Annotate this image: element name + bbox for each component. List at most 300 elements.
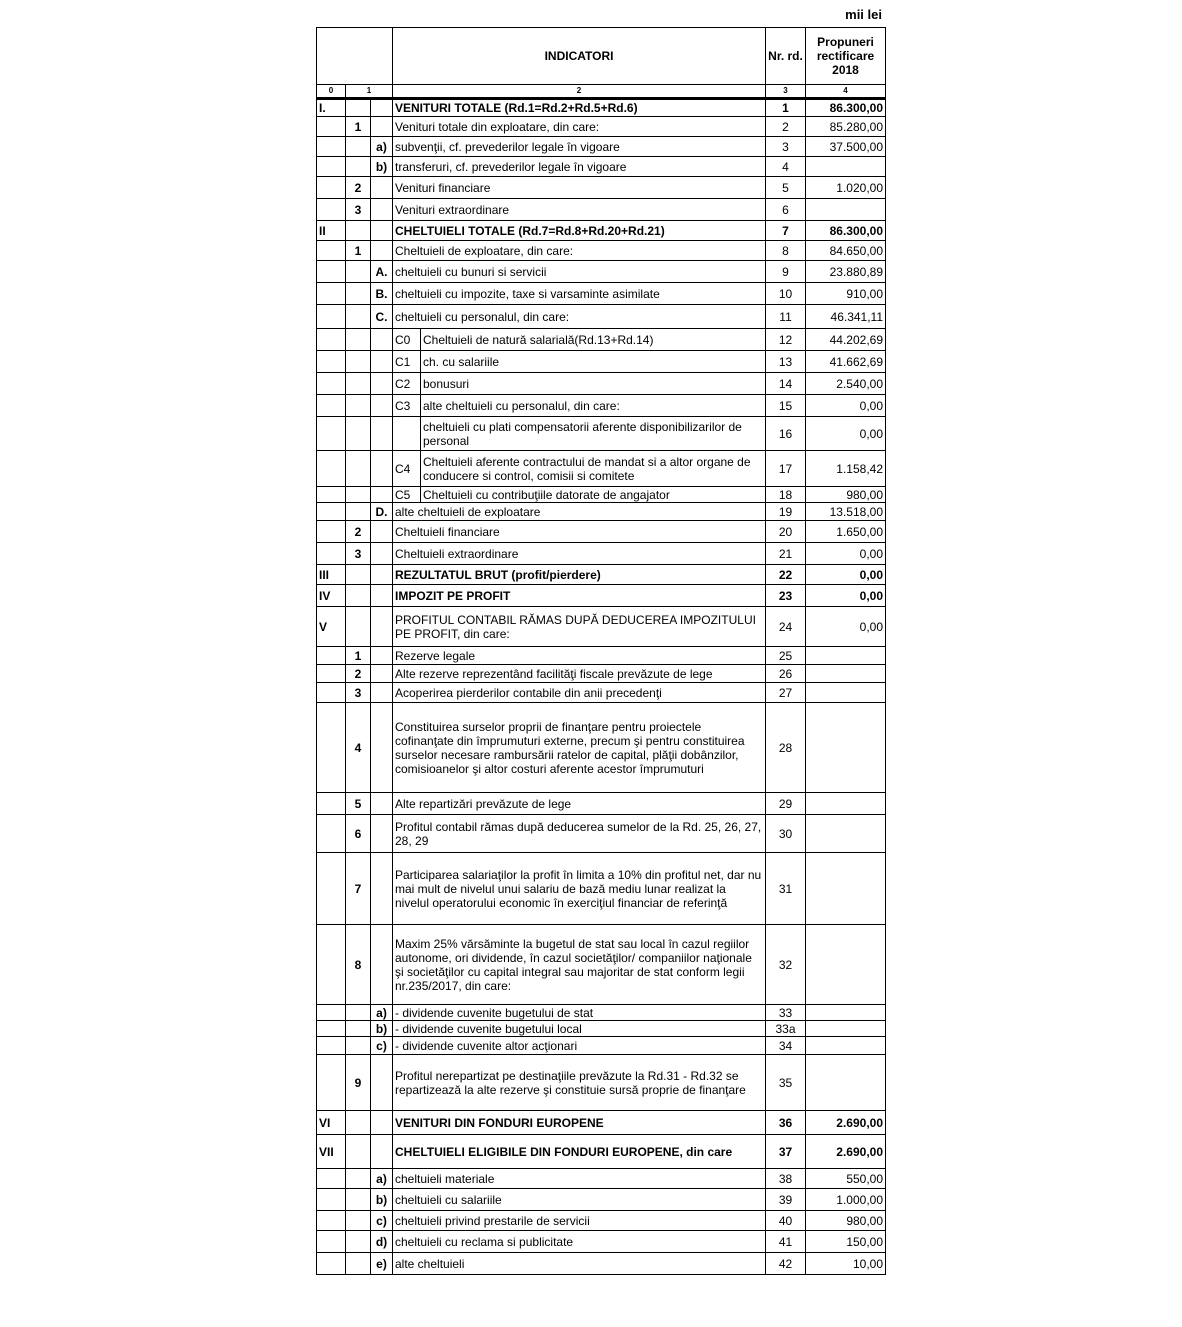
table-row <box>317 521 886 543</box>
roman-numeral-cell <box>317 305 346 329</box>
indicator-text-cell: cheltuieli privind prestarile de servicii <box>393 1211 766 1231</box>
row-number-cell: 20 <box>766 521 806 543</box>
letter-cell: a) <box>371 137 393 157</box>
indicator-text-cell: Maxim 25% vărsăminte la bugetul de stat sau local în cazul regiilor autonome, ori dividende, în cazul societăţilor/ companiilor naţionale şi societăţilor cu capital integral sau majoritar de stat conform legii nr.235/2017, din care: <box>393 925 766 1005</box>
value-cell: 2.690,00 <box>806 1111 886 1135</box>
value-cell: 10,00 <box>806 1253 886 1275</box>
roman-numeral-cell <box>317 417 346 451</box>
row-number-cell: 29 <box>766 793 806 815</box>
roman-numeral-cell <box>317 543 346 565</box>
subcode-cell: C0 <box>393 329 421 351</box>
letter-cell <box>371 221 393 241</box>
indicator-text-cell: cheltuieli cu salariile <box>393 1189 766 1211</box>
letter-cell <box>371 351 393 373</box>
table-row <box>317 1253 886 1275</box>
table-row <box>317 683 886 703</box>
row-number-cell: 36 <box>766 1111 806 1135</box>
roman-numeral-cell <box>317 503 346 521</box>
col-number: 4 <box>806 85 886 99</box>
roman-numeral-cell: IV <box>317 585 346 607</box>
value-cell: 44.202,69 <box>806 329 886 351</box>
indicator-text-cell: CHELTUIELI ELIGIBILE DIN FONDURI EUROPENE, din care <box>393 1135 766 1169</box>
value-cell: 980,00 <box>806 1211 886 1231</box>
value-cell <box>806 1021 886 1037</box>
section-number-cell <box>346 283 371 305</box>
roman-numeral-cell <box>317 137 346 157</box>
col-number: 2 <box>393 85 766 99</box>
row-number-cell: 10 <box>766 283 806 305</box>
table-row <box>317 329 886 351</box>
budget-table <box>316 27 886 1275</box>
indicator-text-cell: REZULTATUL BRUT (profit/pierdere) <box>393 565 766 585</box>
letter-cell <box>371 853 393 925</box>
row-number-cell: 28 <box>766 703 806 793</box>
indicator-text-cell: alte cheltuieli cu personalul, din care: <box>421 395 766 417</box>
row-number-cell: 30 <box>766 815 806 853</box>
row-number-cell: 15 <box>766 395 806 417</box>
section-number-cell <box>346 1037 371 1055</box>
indicator-text-cell: PROFITUL CONTABIL RĂMAS DUPĂ DEDUCEREA IMPOZITULUI PE PROFIT, din care: <box>393 607 766 647</box>
letter-cell <box>371 793 393 815</box>
value-cell: 1.020,00 <box>806 177 886 199</box>
row-number-cell: 34 <box>766 1037 806 1055</box>
section-number-cell <box>346 1253 371 1275</box>
value-cell <box>806 703 886 793</box>
letter-cell <box>371 1135 393 1169</box>
value-cell: 0,00 <box>806 395 886 417</box>
section-number-cell <box>346 503 371 521</box>
section-number-cell: 4 <box>346 703 371 793</box>
letter-cell <box>371 1055 393 1111</box>
section-number-cell <box>346 373 371 395</box>
roman-numeral-cell <box>317 329 346 351</box>
row-number-cell: 31 <box>766 853 806 925</box>
letter-cell: A. <box>371 261 393 283</box>
value-cell: 1.000,00 <box>806 1189 886 1211</box>
section-number-cell: 1 <box>346 647 371 665</box>
table-row <box>317 1135 886 1169</box>
row-number-cell: 6 <box>766 199 806 221</box>
roman-numeral-cell <box>317 793 346 815</box>
value-cell: 980,00 <box>806 487 886 503</box>
indicator-text-cell: bonusuri <box>421 373 766 395</box>
section-number-cell: 7 <box>346 853 371 925</box>
value-cell: 0,00 <box>806 585 886 607</box>
section-number-cell <box>346 1111 371 1135</box>
letter-cell <box>371 607 393 647</box>
section-number-cell: 3 <box>346 199 371 221</box>
roman-numeral-cell <box>317 665 346 683</box>
letter-cell: b) <box>371 1021 393 1037</box>
roman-numeral-cell <box>317 199 346 221</box>
letter-cell <box>371 177 393 199</box>
indicator-text-cell: cheltuieli cu impozite, taxe si varsaminte asimilate <box>393 283 766 305</box>
roman-numeral-cell <box>317 1169 346 1189</box>
col-number: 0 <box>317 85 346 99</box>
roman-numeral-cell <box>317 1037 346 1055</box>
section-number-cell <box>346 351 371 373</box>
letter-cell: B. <box>371 283 393 305</box>
table-row <box>317 137 886 157</box>
indicator-text-cell: ch. cu salariile <box>421 351 766 373</box>
section-number-cell: 5 <box>346 793 371 815</box>
indicator-text-cell: Cheltuieli de natură salarială(Rd.13+Rd.14) <box>421 329 766 351</box>
table-row <box>317 607 886 647</box>
section-number-cell <box>346 305 371 329</box>
table-row <box>317 177 886 199</box>
section-number-cell <box>346 565 371 585</box>
indicator-text-cell: Cheltuieli extraordinare <box>393 543 766 565</box>
value-cell: 0,00 <box>806 543 886 565</box>
row-number-cell: 22 <box>766 565 806 585</box>
indicator-text-cell: cheltuieli cu personalul, din care: <box>393 305 766 329</box>
row-number-cell: 40 <box>766 1211 806 1231</box>
roman-numeral-cell: II <box>317 221 346 241</box>
indicator-text-cell: Rezerve legale <box>393 647 766 665</box>
value-cell <box>806 793 886 815</box>
roman-numeral-cell <box>317 283 346 305</box>
indicator-text-cell: Venituri extraordinare <box>393 199 766 221</box>
indicator-text-cell: Cheltuieli cu contribuţiile datorate de angajator <box>421 487 766 503</box>
row-number-cell: 26 <box>766 665 806 683</box>
indicator-text-cell: - dividende cuvenite bugetului de stat <box>393 1005 766 1021</box>
section-number-cell <box>346 261 371 283</box>
subcode-cell: C2 <box>393 373 421 395</box>
letter-cell <box>371 543 393 565</box>
table-row <box>317 1111 886 1135</box>
unit-label: mii lei <box>845 7 882 22</box>
letter-cell <box>371 117 393 137</box>
row-number-cell: 18 <box>766 487 806 503</box>
table-row <box>317 543 886 565</box>
value-cell: 23.880,89 <box>806 261 886 283</box>
indicator-text-cell: Profitul contabil rămas după deducerea sumelor de la Rd. 25, 26, 27, 28, 29 <box>393 815 766 853</box>
section-number-cell: 1 <box>346 117 371 137</box>
value-cell <box>806 199 886 221</box>
column-number-row <box>317 85 886 99</box>
indicator-text-cell: Constituirea surselor proprii de finanţare pentru proiectele cofinanţate din împrumuturi externe, precum şi pentru constituirea surselor necesare rambursării ratelor de capital, plăţii dobânzilor, comisioanelor şi altor costuri aferente acestor împrumuturi <box>393 703 766 793</box>
value-cell: 0,00 <box>806 565 886 585</box>
value-cell <box>806 683 886 703</box>
letter-cell <box>371 665 393 683</box>
row-number-cell: 38 <box>766 1169 806 1189</box>
row-number-cell: 3 <box>766 137 806 157</box>
indicator-text-cell: cheltuieli cu reclama si publicitate <box>393 1231 766 1253</box>
table-row <box>317 853 886 925</box>
roman-numeral-cell <box>317 487 346 503</box>
table-row <box>317 395 886 417</box>
indicator-text-cell: IMPOZIT PE PROFIT <box>393 585 766 607</box>
value-cell: 2.540,00 <box>806 373 886 395</box>
header-propuneri: Propuneri rectificare 2018 <box>806 28 886 85</box>
row-number-cell: 9 <box>766 261 806 283</box>
row-number-cell: 25 <box>766 647 806 665</box>
roman-numeral-cell <box>317 117 346 137</box>
row-number-cell: 5 <box>766 177 806 199</box>
section-number-cell <box>346 417 371 451</box>
letter-cell <box>371 487 393 503</box>
section-number-cell <box>346 1169 371 1189</box>
value-cell: 150,00 <box>806 1231 886 1253</box>
value-cell <box>806 1005 886 1021</box>
table-row <box>317 503 886 521</box>
row-number-cell: 17 <box>766 451 806 487</box>
value-cell <box>806 647 886 665</box>
row-number-cell: 32 <box>766 925 806 1005</box>
letter-cell <box>371 241 393 261</box>
section-number-cell <box>346 1231 371 1253</box>
table-row <box>317 1055 886 1111</box>
letter-cell: b) <box>371 1189 393 1211</box>
indicator-text-cell: CHELTUIELI TOTALE (Rd.7=Rd.8+Rd.20+Rd.21) <box>393 221 766 241</box>
section-number-cell: 1 <box>346 241 371 261</box>
header-nr-rd: Nr. rd. <box>766 28 806 85</box>
roman-numeral-cell <box>317 521 346 543</box>
indicator-text-cell: - dividende cuvenite altor acţionari <box>393 1037 766 1055</box>
row-number-cell: 24 <box>766 607 806 647</box>
table-row <box>317 417 886 451</box>
roman-numeral-cell <box>317 157 346 177</box>
letter-cell <box>371 565 393 585</box>
table-row <box>317 305 886 329</box>
row-number-cell: 2 <box>766 117 806 137</box>
section-number-cell <box>346 1005 371 1021</box>
value-cell: 84.650,00 <box>806 241 886 261</box>
table-row <box>317 565 886 585</box>
subcode-cell: C1 <box>393 351 421 373</box>
value-cell <box>806 1055 886 1111</box>
roman-numeral-cell <box>317 925 346 1005</box>
table-row <box>317 1169 886 1189</box>
row-number-cell: 33a <box>766 1021 806 1037</box>
section-number-cell <box>346 585 371 607</box>
row-number-cell: 7 <box>766 221 806 241</box>
letter-cell <box>371 451 393 487</box>
roman-numeral-cell <box>317 1253 346 1275</box>
col-number: 1 <box>346 85 393 99</box>
letter-cell <box>371 417 393 451</box>
indicator-text-cell: Alte repartizări prevăzute de lege <box>393 793 766 815</box>
letter-cell <box>371 373 393 395</box>
indicator-text-cell: Venituri totale din exploatare, din care: <box>393 117 766 137</box>
letter-cell: b) <box>371 157 393 177</box>
roman-numeral-cell <box>317 683 346 703</box>
roman-numeral-cell <box>317 451 346 487</box>
letter-cell: c) <box>371 1037 393 1055</box>
indicator-text-cell: transferuri, cf. prevederilor legale în vigoare <box>393 157 766 177</box>
indicator-text-cell: Profitul nerepartizat pe destinaţiile prevăzute la Rd.31 - Rd.32 se repartizează la alte rezerve şi constituie sursă proprie de finanţare <box>393 1055 766 1111</box>
table-row <box>317 199 886 221</box>
table-row <box>317 703 886 793</box>
value-cell <box>806 853 886 925</box>
indicator-text-cell: alte cheltuieli <box>393 1253 766 1275</box>
letter-cell: c) <box>371 1211 393 1231</box>
letter-cell: a) <box>371 1005 393 1021</box>
section-number-cell: 9 <box>346 1055 371 1111</box>
table-row <box>317 1021 886 1037</box>
table-row <box>317 1037 886 1055</box>
table-row <box>317 647 886 665</box>
letter-cell <box>371 703 393 793</box>
section-number-cell: 2 <box>346 665 371 683</box>
header-row <box>317 28 886 85</box>
section-number-cell <box>346 157 371 177</box>
roman-numeral-cell <box>317 177 346 199</box>
roman-numeral-cell <box>317 373 346 395</box>
row-number-cell: 4 <box>766 157 806 177</box>
table-row <box>317 793 886 815</box>
roman-numeral-cell: V <box>317 607 346 647</box>
letter-cell: D. <box>371 503 393 521</box>
section-number-cell <box>346 1211 371 1231</box>
section-number-cell: 2 <box>346 177 371 199</box>
table-row <box>317 1231 886 1253</box>
indicator-text-cell: - dividende cuvenite bugetului local <box>393 1021 766 1037</box>
row-number-cell: 19 <box>766 503 806 521</box>
table-row <box>317 283 886 305</box>
subcode-cell: C5 <box>393 487 421 503</box>
indicator-text-cell: Alte rezerve reprezentând facilităţi fiscale prevăzute de lege <box>393 665 766 683</box>
roman-numeral-cell <box>317 395 346 417</box>
roman-numeral-cell <box>317 1021 346 1037</box>
value-cell: 0,00 <box>806 417 886 451</box>
row-number-cell: 16 <box>766 417 806 451</box>
row-number-cell: 8 <box>766 241 806 261</box>
row-number-cell: 12 <box>766 329 806 351</box>
indicator-text-cell: subvenţii, cf. prevederilor legale în vigoare <box>393 137 766 157</box>
letter-cell <box>371 99 393 117</box>
roman-numeral-cell <box>317 351 346 373</box>
letter-cell: a) <box>371 1169 393 1189</box>
indicator-text-cell: Acoperirea pierderilor contabile din anii precedenţi <box>393 683 766 703</box>
row-number-cell: 21 <box>766 543 806 565</box>
value-cell: 2.690,00 <box>806 1135 886 1169</box>
roman-numeral-cell <box>317 1005 346 1021</box>
indicator-text-cell: Participarea salariaţilor la profit în limita a 10% din profitul net, dar nu mai mult de nivelul unui salariu de bază mediu lunar realizat la nivelul operatorului economic în exerciţiul financiar de referinţă <box>393 853 766 925</box>
table-row <box>317 261 886 283</box>
row-number-cell: 37 <box>766 1135 806 1169</box>
roman-numeral-cell <box>317 815 346 853</box>
row-number-cell: 39 <box>766 1189 806 1211</box>
indicator-text-cell: VENITURI TOTALE (Rd.1=Rd.2+Rd.5+Rd.6) <box>393 99 766 117</box>
roman-numeral-cell <box>317 703 346 793</box>
table-row <box>317 351 886 373</box>
value-cell: 910,00 <box>806 283 886 305</box>
roman-numeral-cell: VI <box>317 1111 346 1135</box>
value-cell: 85.280,00 <box>806 117 886 137</box>
table-row <box>317 925 886 1005</box>
letter-cell <box>371 683 393 703</box>
section-number-cell: 3 <box>346 543 371 565</box>
subcode-cell: C3 <box>393 395 421 417</box>
letter-cell: e) <box>371 1253 393 1275</box>
section-number-cell <box>346 607 371 647</box>
roman-numeral-cell: III <box>317 565 346 585</box>
letter-cell <box>371 329 393 351</box>
letter-cell <box>371 199 393 221</box>
table-row <box>317 665 886 683</box>
letter-cell <box>371 521 393 543</box>
value-cell: 13.518,00 <box>806 503 886 521</box>
letter-cell <box>371 1111 393 1135</box>
row-number-cell: 11 <box>766 305 806 329</box>
letter-cell <box>371 585 393 607</box>
letter-cell <box>371 815 393 853</box>
section-number-cell <box>346 99 371 117</box>
row-number-cell: 14 <box>766 373 806 395</box>
section-number-cell <box>346 395 371 417</box>
value-cell: 550,00 <box>806 1169 886 1189</box>
value-cell <box>806 1037 886 1055</box>
value-cell: 1.158,42 <box>806 451 886 487</box>
letter-cell <box>371 925 393 1005</box>
roman-numeral-cell: VII <box>317 1135 346 1169</box>
roman-numeral-cell <box>317 1231 346 1253</box>
value-cell: 41.662,69 <box>806 351 886 373</box>
row-number-cell: 27 <box>766 683 806 703</box>
table-row <box>317 221 886 241</box>
row-number-cell: 33 <box>766 1005 806 1021</box>
table-row <box>317 1211 886 1231</box>
value-cell: 37.500,00 <box>806 137 886 157</box>
roman-numeral-cell <box>317 853 346 925</box>
subcode-cell <box>393 417 421 451</box>
value-cell <box>806 665 886 683</box>
letter-cell <box>371 395 393 417</box>
header-indicatori: INDICATORI <box>393 28 766 85</box>
indicator-text-cell: Venituri financiare <box>393 177 766 199</box>
table-row <box>317 117 886 137</box>
table-row <box>317 585 886 607</box>
section-number-cell <box>346 451 371 487</box>
table-row <box>317 241 886 261</box>
value-cell <box>806 925 886 1005</box>
section-number-cell: 6 <box>346 815 371 853</box>
letter-cell: C. <box>371 305 393 329</box>
table-row <box>317 1189 886 1211</box>
row-number-cell: 1 <box>766 99 806 117</box>
row-number-cell: 42 <box>766 1253 806 1275</box>
section-number-cell: 2 <box>346 521 371 543</box>
roman-numeral-cell <box>317 261 346 283</box>
roman-numeral-cell <box>317 1211 346 1231</box>
table-row <box>317 815 886 853</box>
section-number-cell: 3 <box>346 683 371 703</box>
row-number-cell: 35 <box>766 1055 806 1111</box>
table-row <box>317 373 886 395</box>
value-cell: 86.300,00 <box>806 221 886 241</box>
indicator-text-cell: VENITURI DIN FONDURI EUROPENE <box>393 1111 766 1135</box>
section-number-cell <box>346 487 371 503</box>
indicator-text-cell: Cheltuieli de exploatare, din care: <box>393 241 766 261</box>
table-row <box>317 1005 886 1021</box>
letter-cell: d) <box>371 1231 393 1253</box>
subcode-cell: C4 <box>393 451 421 487</box>
section-number-cell <box>346 1135 371 1169</box>
value-cell: 86.300,00 <box>806 99 886 117</box>
indicator-text-cell: Cheltuieli aferente contractului de mandat si a altor organe de conducere si control, comisii si comitete <box>421 451 766 487</box>
table-row <box>317 451 886 487</box>
value-cell: 1.650,00 <box>806 521 886 543</box>
value-cell <box>806 815 886 853</box>
value-cell: 0,00 <box>806 607 886 647</box>
row-number-cell: 13 <box>766 351 806 373</box>
section-number-cell: 8 <box>346 925 371 1005</box>
table-row <box>317 99 886 117</box>
roman-numeral-cell <box>317 1189 346 1211</box>
row-number-cell: 41 <box>766 1231 806 1253</box>
roman-numeral-cell <box>317 1055 346 1111</box>
